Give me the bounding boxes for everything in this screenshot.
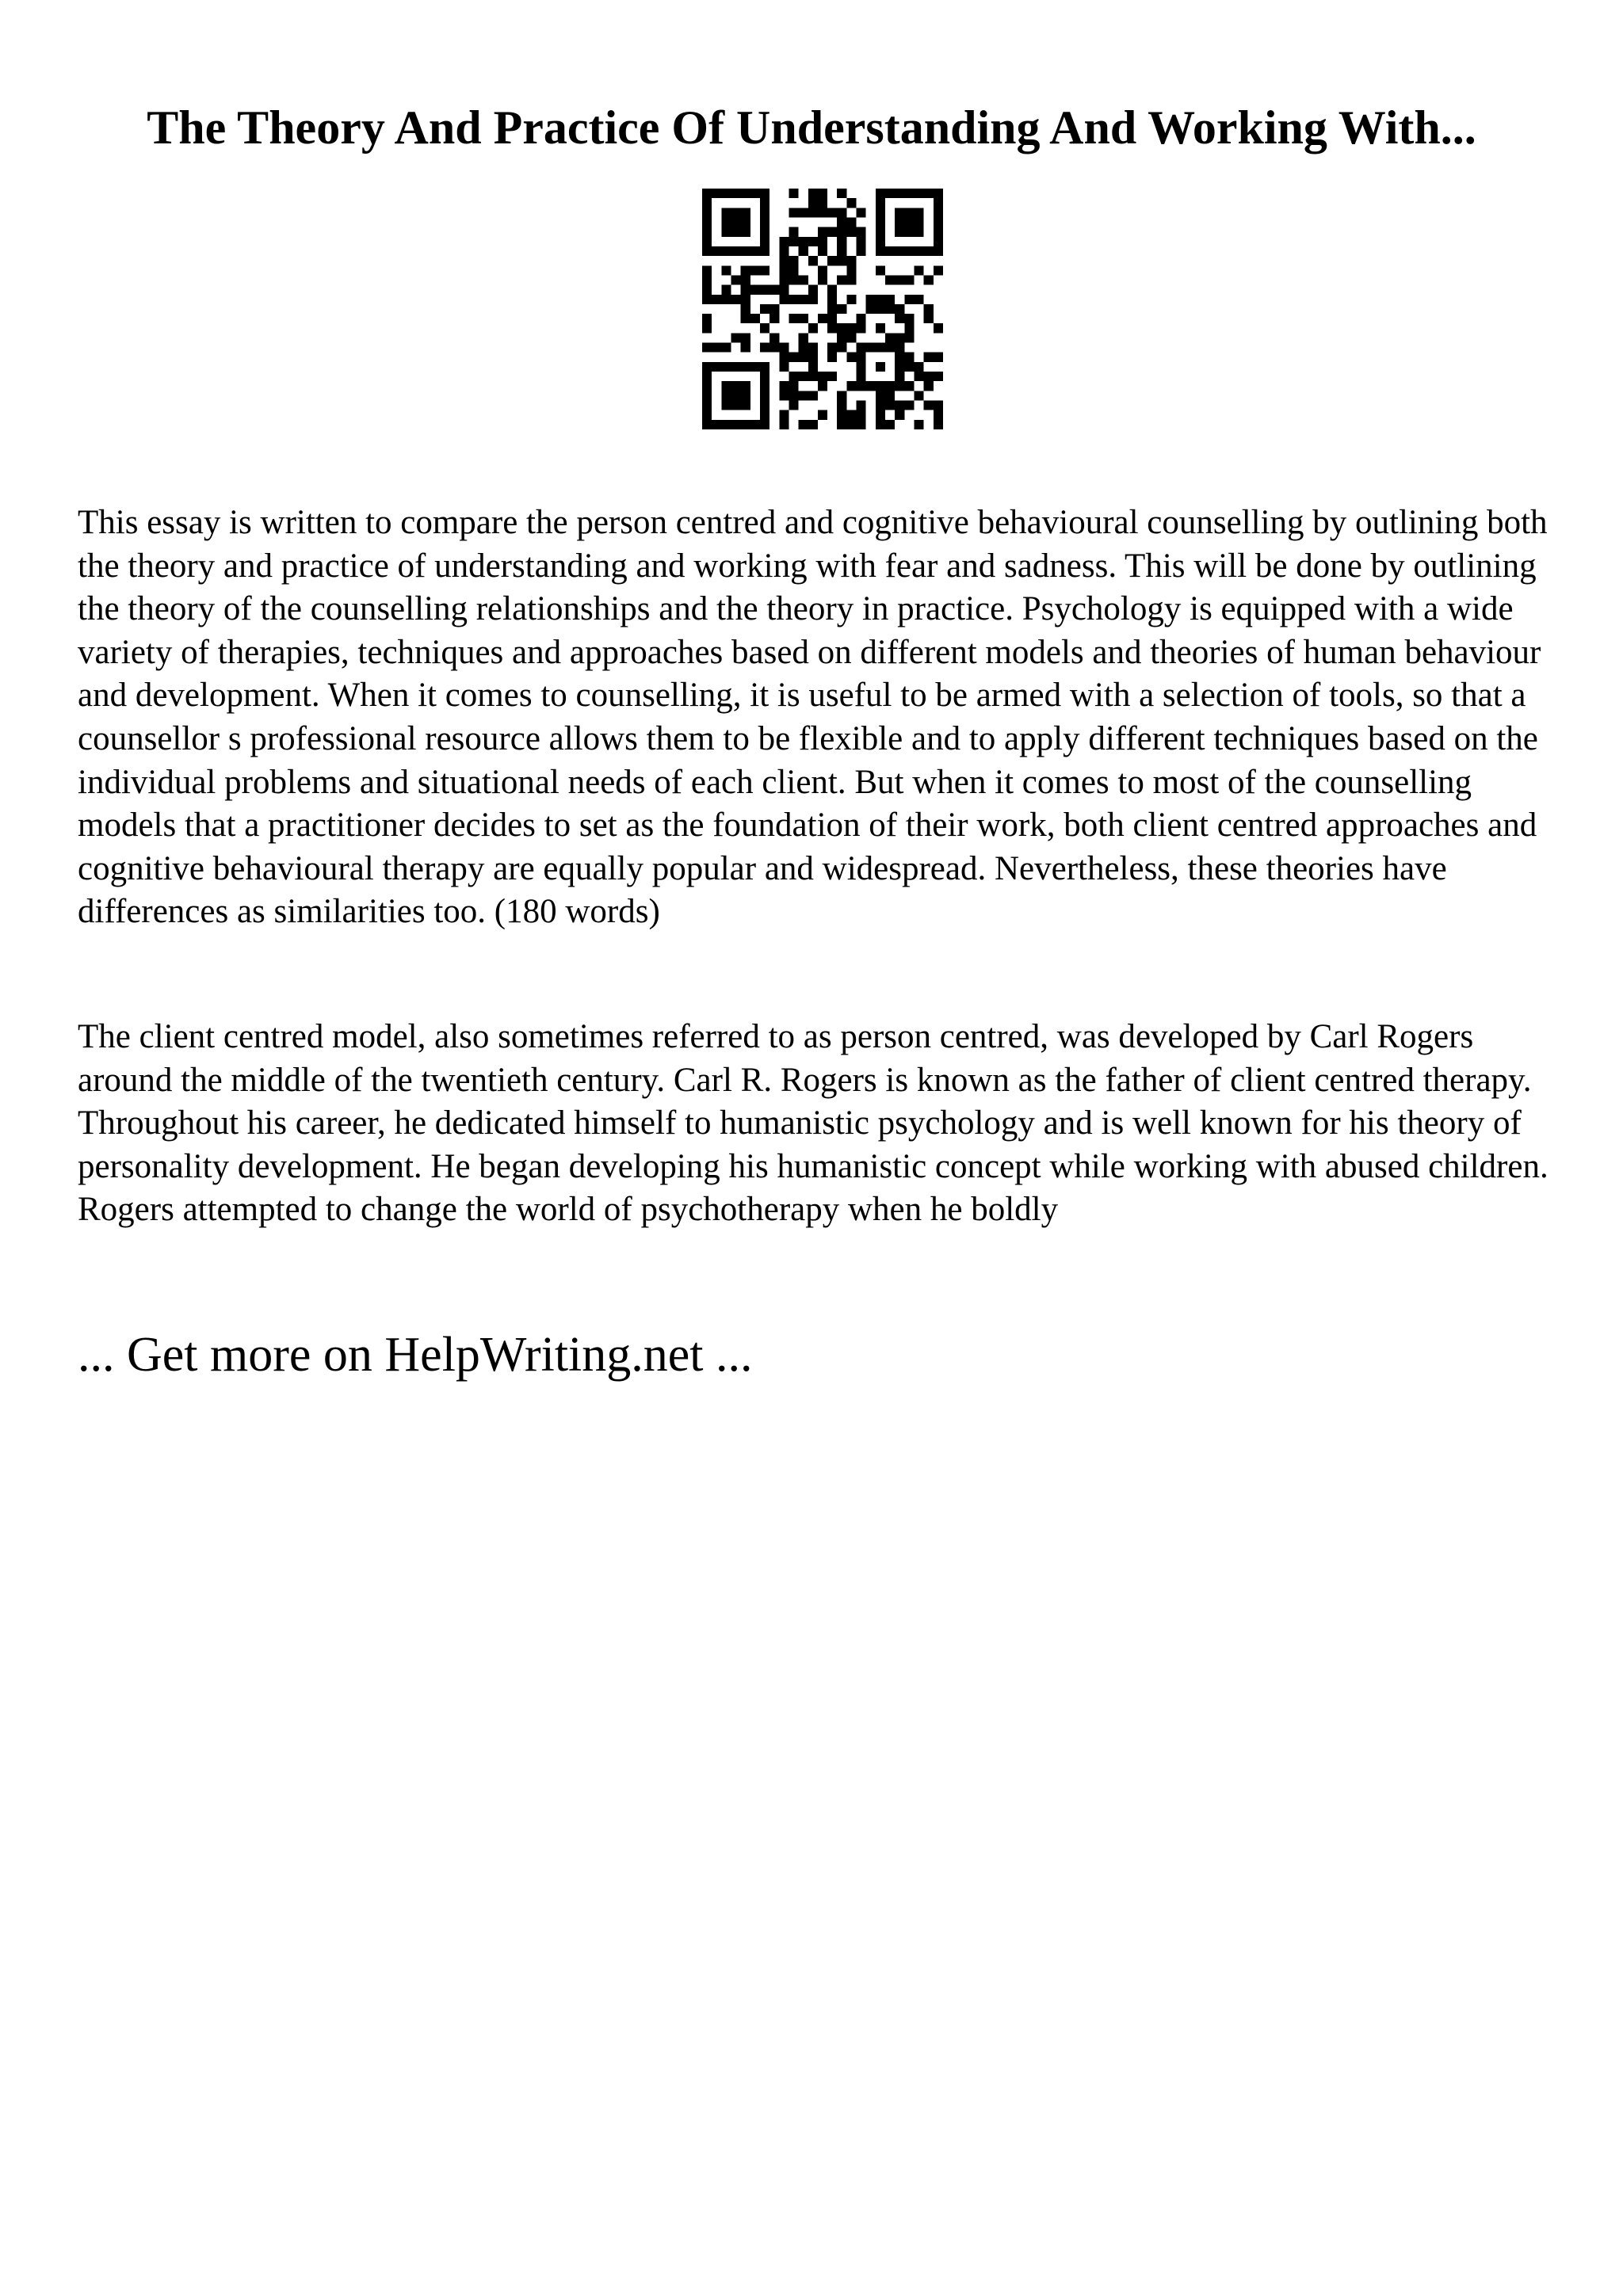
qr-code-icon [702,189,943,429]
document-title: The Theory And Practice Of Understanding And Working With... [147,101,1476,154]
body-paragraph-2: The client centred model, also sometimes referred to as person centred, was developed by Carl Rogers around the middle of the twentieth century. Carl R. Rogers is known as the father of client centred therapy. Throughout his career, he dedicated himself to humanistic psychology and is well known for his theory of personality development. He began developing his humanistic concept while working with abused children. Rogers attempted to change the world of psychotherapy when he boldly [78,1018,1549,1229]
body-paragraph-1: This essay is written to compare the person centred and cognitive behavioural counselling by outlining both the theory and practice of understanding and working with fear and sadness. This will be done by outlining the theory of the counselling relationships and the theory in practice. Psychology is equipped with a wide variety of therapies, techniques and approaches based on different models and theories of human behaviour and development. When it comes to counselling, it is useful to be armed with a selection of tools, so that a counsellor s professional resource allows them to be flexible and to apply different techniques based on the individual problems and situational needs of each client. But when it comes to most of the counselling models that a practitioner decides to set as the foundation of their work, both client centred approaches and cognitive behavioural therapy are equally popular and widespread. Nevertheless, these theories have differences as similarities too. (180 words) [78,504,1548,931]
get-more-link[interactable]: ... Get more on HelpWriting.net ... [78,1328,753,1382]
